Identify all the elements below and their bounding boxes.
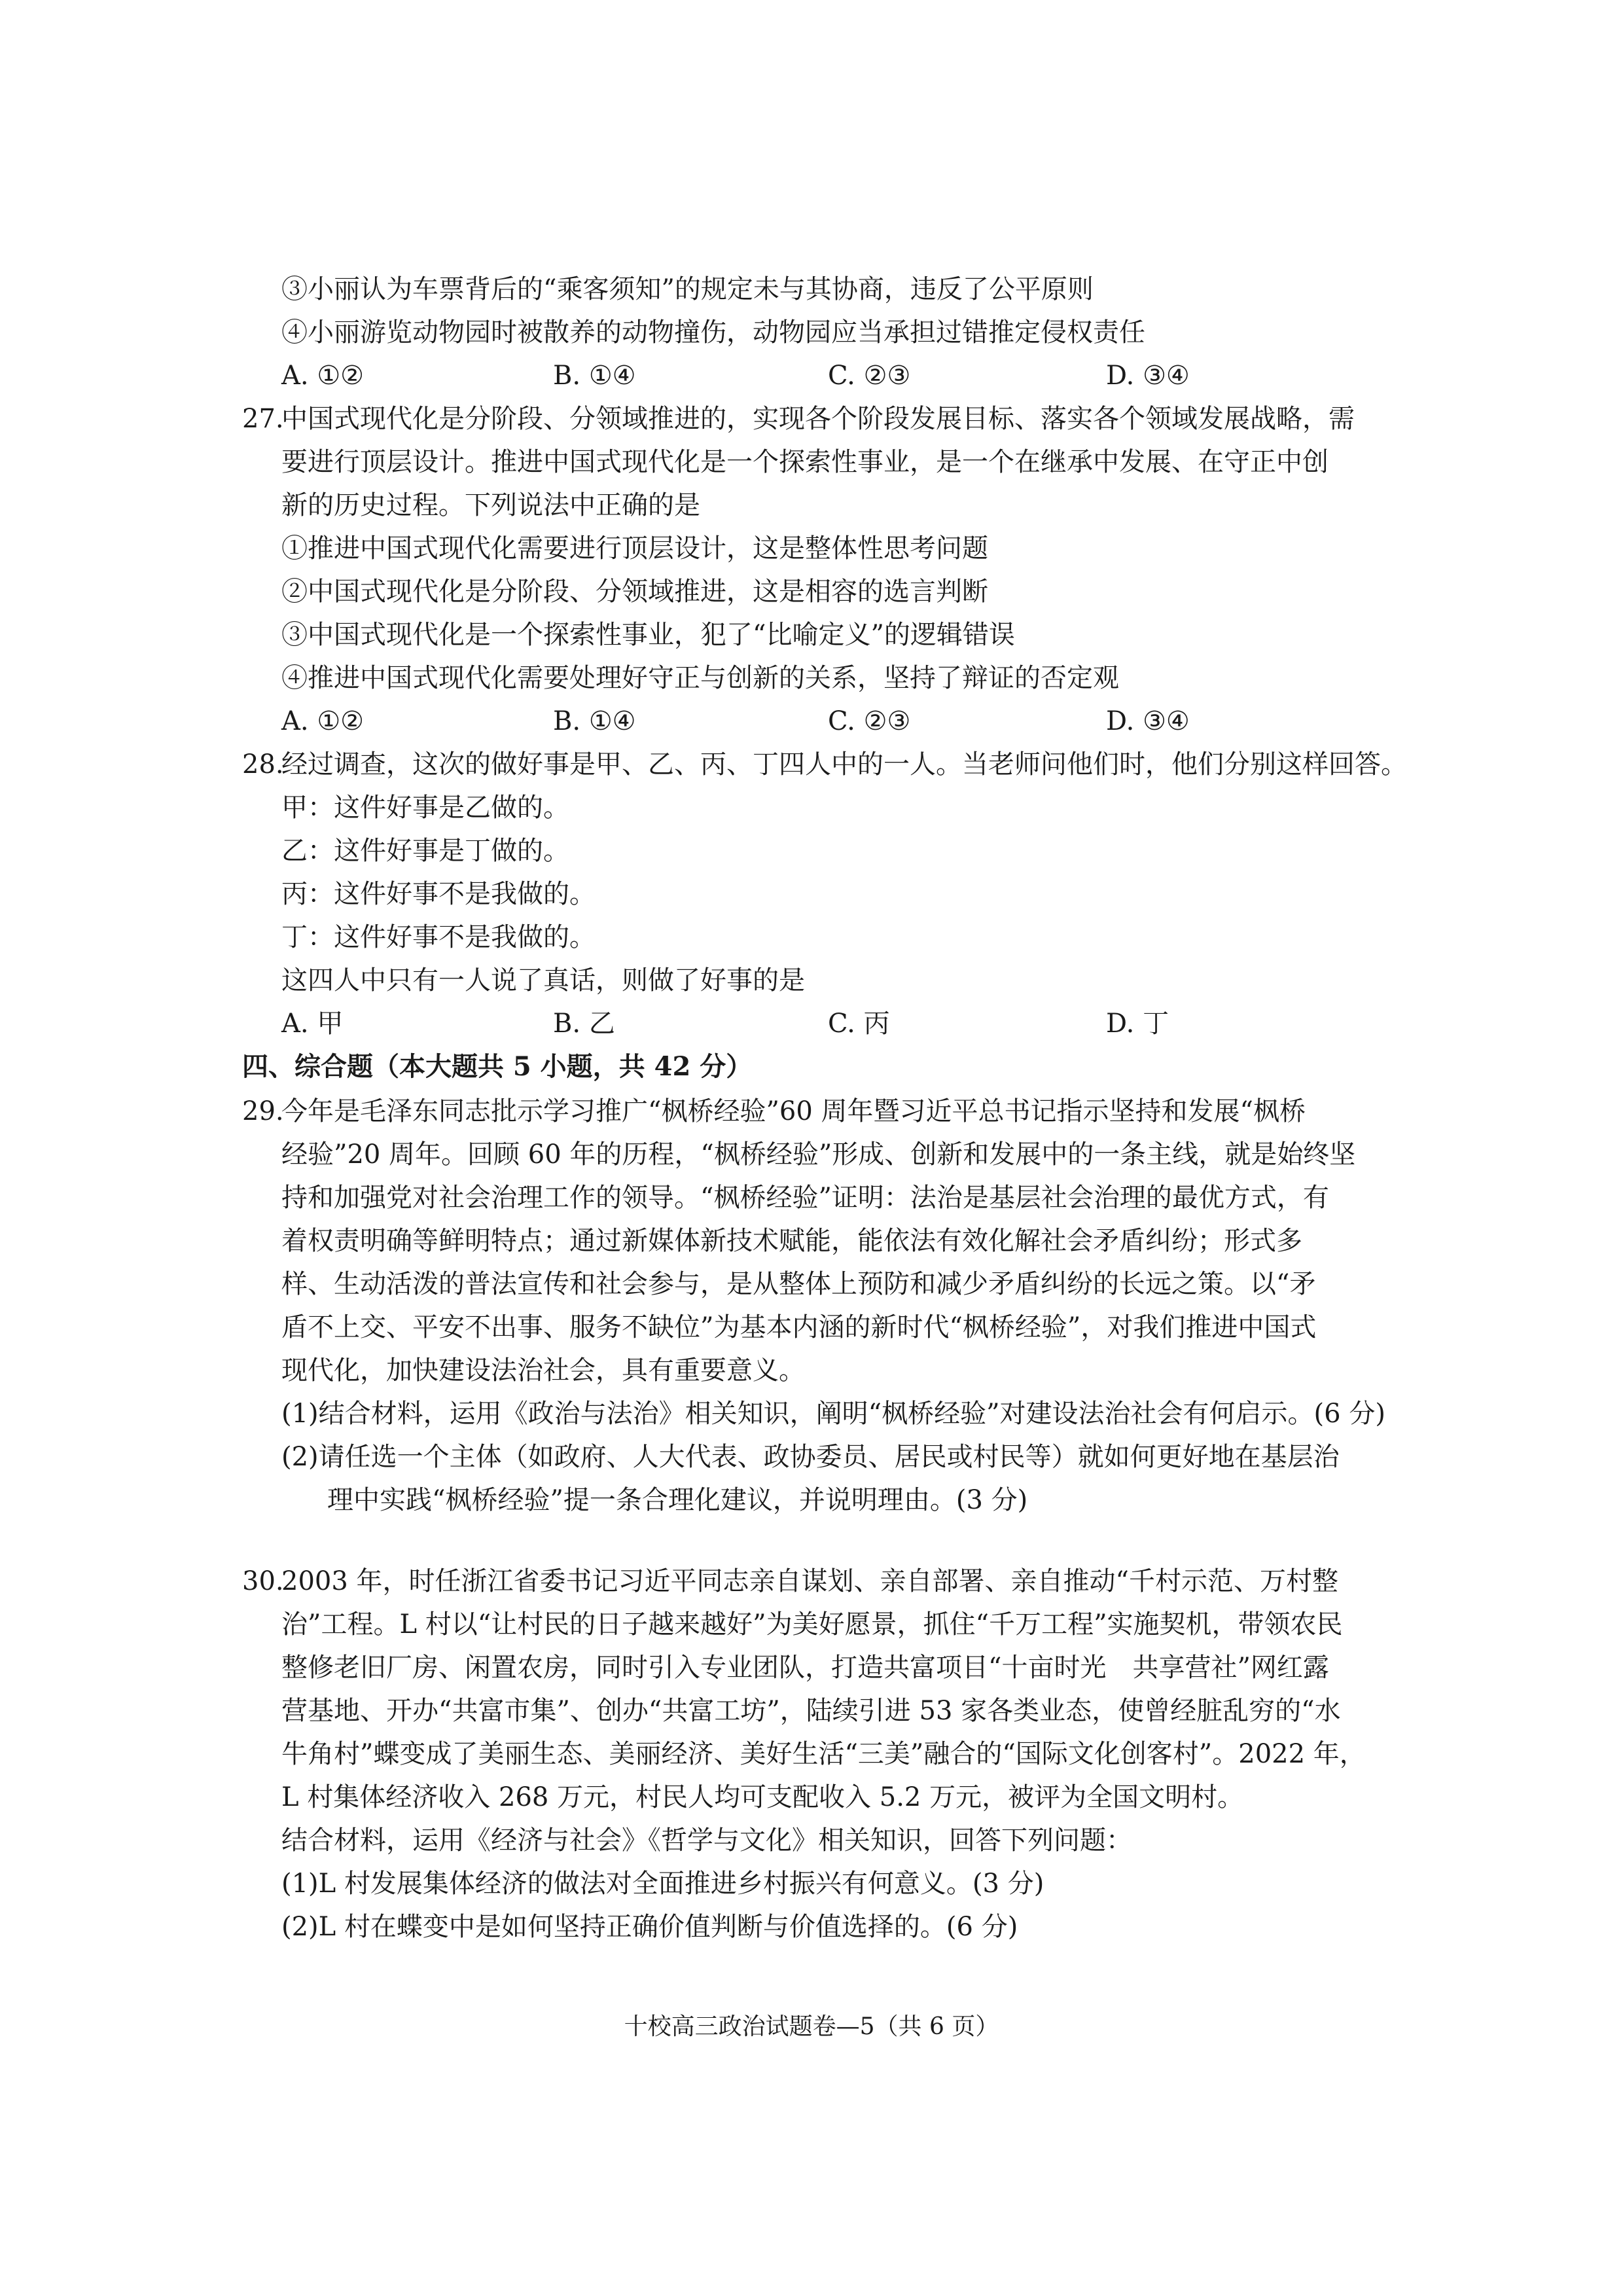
page-footer: 十校高三政治试题卷—5（共 6 页） [624,2013,999,2040]
q30-subquestion-2: (2)L 村在蝶变中是如何坚持正确价值判断与价值选择的。(6 分) [281,1912,1018,1942]
q27-stem-line-2: 要进行顶层设计。推进中国式现代化是一个探索性事业，是一个在继承中发展、在守正中创 [281,447,1329,477]
q27-option-a: A. ①② [281,706,365,736]
q29-material-line-3: 持和加强党对社会治理工作的领导。“枫桥经验”证明：法治是基层社会治理的最优方式，有 [281,1183,1329,1213]
q28-option-b: B. 乙 [553,1009,615,1039]
q29-material-line-5: 样、生动活泼的普法宣传和社会参与，是从整体上预防和减少矛盾纠纷的长远之策。以“矛 [281,1269,1316,1299]
q30-number: 30. [242,1566,284,1596]
q26-statement-3: ③小丽认为车票背后的“乘客须知”的规定未与其协商，违反了公平原则 [281,274,1094,304]
q27-number: 27. [242,404,284,434]
q28-answer-jia: 甲：这件好事是乙做的。 [281,793,569,823]
q30-material-line-2: 治”工程。L 村以“让村民的日子越来越好”为美好愿景，抓住“千万工程”实施契机，带领农民 [281,1609,1343,1640]
q30-subquestion-1: (1)L 村发展集体经济的做法对全面推进乡村振兴有何意义。(3 分) [281,1869,1044,1899]
q29-material-line-1: 今年是毛泽东同志批示学习推广“枫桥经验”60 周年暨习近平总书记指示坚持和发展“枫桥 [281,1096,1306,1126]
q26-option-d: D. ③④ [1106,361,1190,391]
q28-answer-bing: 丙：这件好事不是我做的。 [281,879,596,909]
q28-option-d: D. 丁 [1106,1009,1169,1039]
q29-material-line-7: 现代化，加快建设法治社会，具有重要意义。 [281,1355,805,1386]
q30-material-line-6: L 村集体经济收入 268 万元，村民人均可支配收入 5.2 万元，被评为全国文明村。 [281,1782,1244,1812]
q28-option-c: C. 丙 [828,1009,890,1039]
q28-number: 28. [242,749,284,780]
q27-option-c: C. ②③ [828,706,911,736]
q28-answer-yi: 乙：这件好事是丁做的。 [281,836,569,866]
q30-material-line-5: 牛角村”蝶变成了美丽生态、美丽经济、美好生活“三美”融合的“国际文化创客村”。2022 年， [281,1739,1366,1769]
q30-material-line-3: 整修老旧厂房、闲置农房，同时引入专业团队，打造共富项目“十亩时光 共享营社”网红露 [281,1653,1329,1683]
q27-statement-4: ④推进中国式现代化需要处理好守正与创新的关系，坚持了辩证的否定观 [281,663,1119,693]
q29-material-line-6: 盾不上交、平安不出事、服务不缺位”为基本内涵的新时代“枫桥经验”，对我们推进中国式 [281,1312,1317,1342]
q27-stem-line-1: 中国式现代化是分阶段、分领域推进的，实现各个阶段发展目标、落实各个领域发展战略，需 [281,404,1355,434]
q26-statement-4: ④小丽游览动物园时被散养的动物撞伤，动物园应当承担过错推定侵权责任 [281,317,1145,348]
q27-statement-2: ②中国式现代化是分阶段、分领域推进，这是相容的选言判断 [281,577,988,607]
q26-option-c: C. ②③ [828,361,911,391]
q29-subquestion-1: (1)结合材料，运用《政治与法治》相关知识，阐明“枫桥经验”对建设法治社会有何启示。(6 分) [281,1399,1385,1429]
q28-question: 这四人中只有一人说了真话，则做了好事的是 [281,965,805,996]
q30-instruction: 结合材料，运用《经济与社会》《哲学与文化》相关知识，回答下列问题： [281,1825,1132,1856]
q30-material-line-1: 2003 年，时任浙江省委书记习近平同志亲自谋划、亲自部署、亲自推动“千村示范、万村整 [281,1566,1338,1596]
q28-answer-ding: 丁：这件好事不是我做的。 [281,922,596,952]
q28-option-a: A. 甲 [281,1009,344,1039]
q29-material-line-2: 经验”20 周年。回顾 60 年的历程，“枫桥经验”形成、创新和发展中的一条主线，就是始终坚 [281,1139,1356,1170]
q26-option-b: B. ①④ [553,361,636,391]
q27-option-b: B. ①④ [553,706,636,736]
section-4-title: 四、综合题（本大题共 5 小题，共 42 分） [242,1051,753,1082]
q26-option-a: A. ①② [281,361,365,391]
q27-statement-1: ①推进中国式现代化需要进行顶层设计，这是整体性思考问题 [281,533,988,564]
q29-number: 29. [242,1096,284,1126]
q27-option-d: D. ③④ [1106,706,1190,736]
q29-subquestion-2-line-1: (2)请任选一个主体（如政府、人大代表、政协委员、居民或村民等）就如何更好地在基层治 [281,1442,1340,1472]
q27-statement-3: ③中国式现代化是一个探索性事业，犯了“比喻定义”的逻辑错误 [281,620,1015,650]
q30-material-line-4: 营基地、开办“共富市集”、创办“共富工坊”，陆续引进 53 家各类业态，使曾经脏乱穷的“水 [281,1696,1341,1726]
q28-stem: 经过调查，这次的做好事是甲、乙、丙、丁四人中的一人。当老师问他们时，他们分别这样回答。 [281,749,1407,780]
q27-stem-line-3: 新的历史过程。下列说法中正确的是 [281,490,700,520]
q29-material-line-4: 着权责明确等鲜明特点；通过新媒体新技术赋能，能依法有效化解社会矛盾纠纷；形式多 [281,1226,1302,1256]
q29-subquestion-2-line-2: 理中实践“枫桥经验”提一条合理化建议，并说明理由。(3 分) [327,1485,1028,1515]
